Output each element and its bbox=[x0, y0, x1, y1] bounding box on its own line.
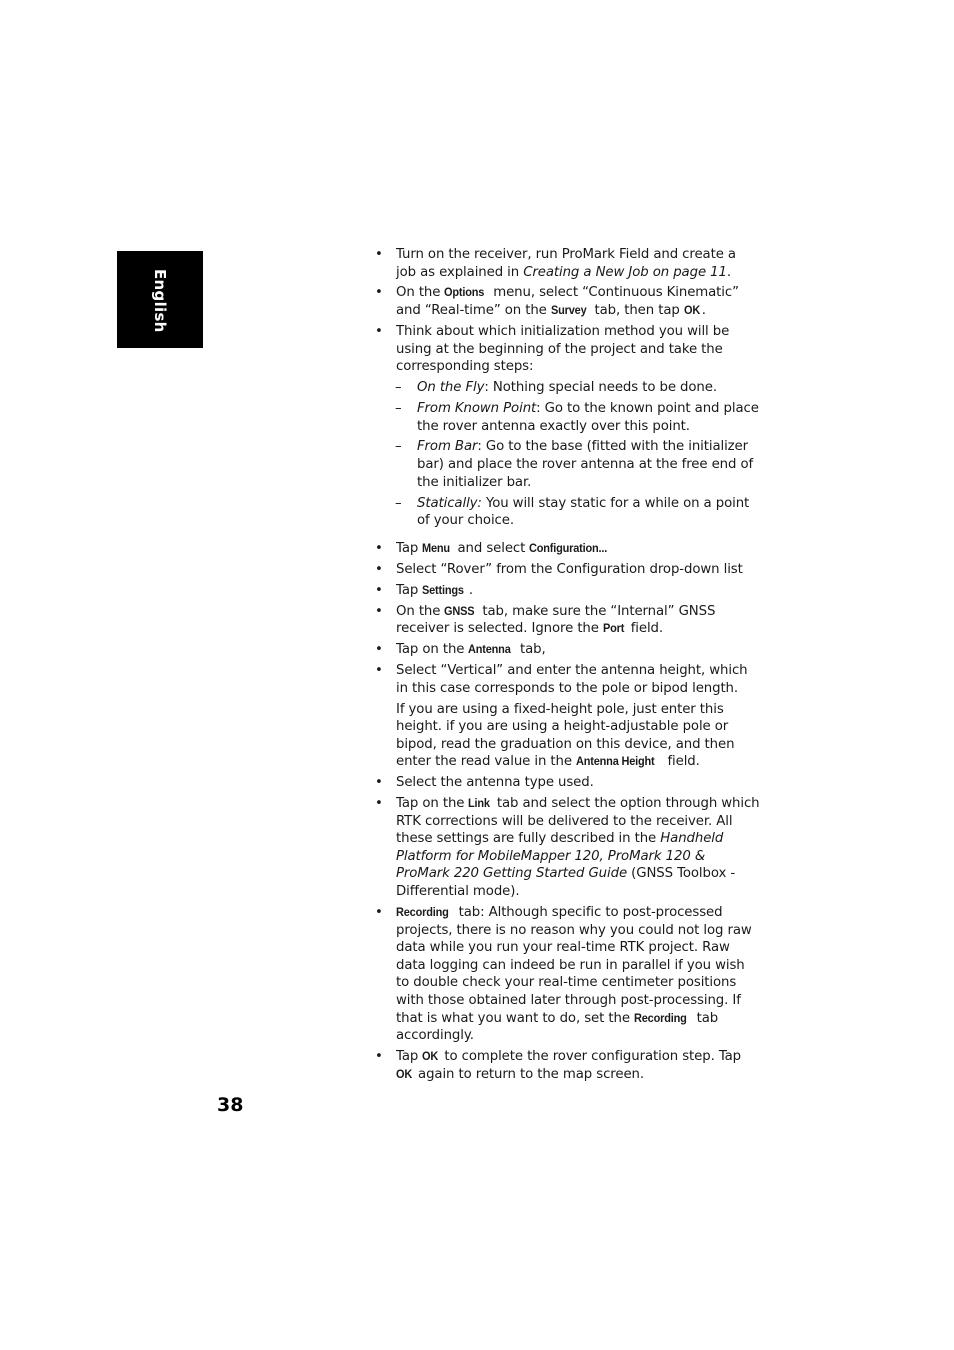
ui-term: Link bbox=[468, 796, 491, 811]
ui-term: Settings bbox=[422, 582, 465, 597]
sub-list-item: – From Bar: Go to the base (fitted with the initializer bar) and place the rover antenna at the free end of the initializer bar. bbox=[374, 438, 760, 491]
list-item: • On the GNSS tab, make sure the “Internal” GNSS receiver is selected. Ignore the Port field. bbox=[374, 603, 760, 638]
list-item: • Turn on the receiver, run ProMark Field and create a job as explained in Creating a New Job on page 11. bbox=[374, 246, 760, 281]
cross-reference: Creating a New Job on page 11 bbox=[523, 264, 727, 280]
ui-term: Configuration... bbox=[529, 540, 608, 555]
ui-term: OK bbox=[683, 303, 700, 318]
list-item: • Select the antenna type used. bbox=[374, 774, 760, 792]
list-item: • Tap OK to complete the rover configuration step. Tap OK again to return to the map screen. bbox=[374, 1048, 760, 1083]
instructions-list bbox=[374, 246, 760, 1086]
paragraph: If you are using a fixed-height pole, just enter this height. if you are using a height-adjustable pole or bipod, read the graduation on this device, and then enter the read value in the Antenna Height field. bbox=[396, 701, 735, 770]
ui-term: Recording bbox=[396, 904, 449, 919]
ui-term: GNSS bbox=[444, 603, 475, 618]
spacer bbox=[374, 533, 760, 540]
ui-term: OK bbox=[396, 1066, 413, 1081]
sub-list-item: – From Known Point: Go to the known point and place the rover antenna exactly over this point. bbox=[374, 400, 760, 435]
ui-term: Recording bbox=[634, 1010, 687, 1025]
list-item: • Tap Menu and select Configuration... bbox=[374, 540, 760, 558]
list-item: • Tap on the Link tab and select the option through which RTK corrections will be delivered to the receiver. All these settings are fully described in the Handheld Platform for MobileMapper 120, ProMark 120 & ProMark 220 Getting Started Guide (GNSS Toolbox - Differential mode). bbox=[374, 795, 760, 901]
page-number: 38 bbox=[217, 1094, 244, 1116]
list-item: • Select “Vertical” and enter the antenna height, which in this case corresponds to the pole or bipod length. bbox=[374, 662, 760, 697]
ui-term: Antenna Height bbox=[576, 754, 655, 769]
ui-term: Survey bbox=[550, 303, 587, 318]
list-item: • Recording tab: Although specific to post-processed projects, there is no reason why you could not log raw data while you run your real-time RTK project. Raw data logging can indeed be run in parallel if you wish to double check your real-time centimeter positions with those obtained later through post-processing. If that is what you want to do, set the Recording tab accordingly. bbox=[374, 904, 760, 1045]
cross-reference: Handheld Platform for MobileMapper 120, ProMark 120 & ProMark 220 Getting Started Guide bbox=[396, 831, 724, 882]
list-item: • Think about which initialization method you will be using at the beginning of the project and take the corresponding steps: bbox=[374, 323, 760, 376]
list-item: • On the Options menu, select “Continuous Kinematic” and “Real-time” on the Survey tab, then tap OK . bbox=[374, 284, 760, 319]
ui-term: Menu bbox=[422, 540, 451, 555]
list-item: • Tap Settings . bbox=[374, 582, 760, 600]
ui-term: Port bbox=[602, 621, 625, 636]
ui-term: OK bbox=[422, 1048, 439, 1063]
ui-term: Options bbox=[444, 285, 485, 300]
language-tab bbox=[117, 251, 203, 348]
sub-list-item: – Statically: You will stay static for a while on a point of your choice. bbox=[374, 495, 760, 530]
sub-list-item: – On the Fly: Nothing special needs to be done. bbox=[374, 379, 760, 397]
ui-term: Antenna bbox=[468, 642, 512, 657]
language-tab-label: English bbox=[151, 269, 169, 333]
list-item: • Tap on the Antenna tab, bbox=[374, 641, 760, 659]
list-item: • Select “Rover” from the Configuration drop-down list bbox=[374, 561, 760, 579]
